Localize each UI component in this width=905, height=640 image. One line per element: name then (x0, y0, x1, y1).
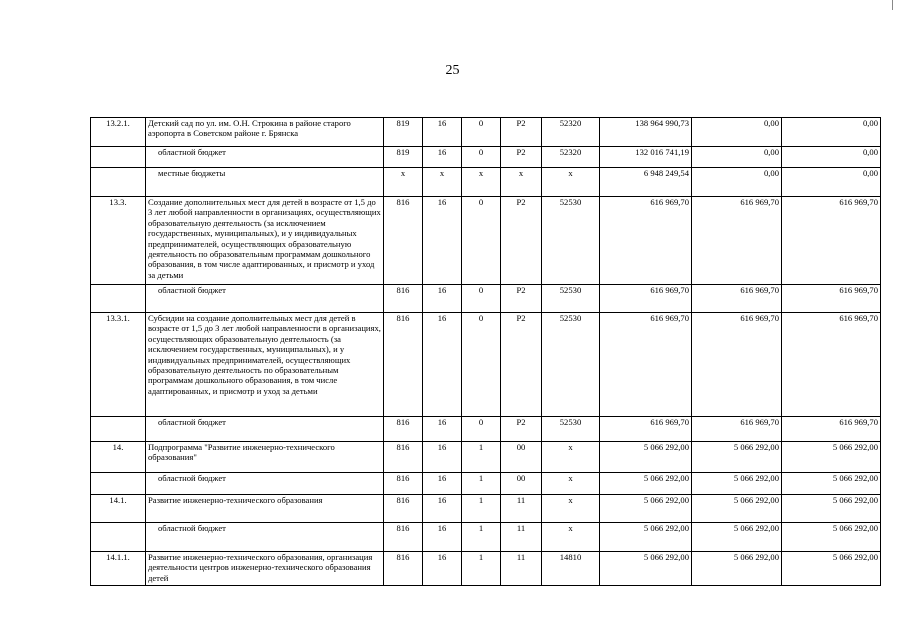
row-amount-3: 5 066 292,00 (782, 473, 881, 495)
row-program: 00 (501, 473, 542, 495)
row-amount-3: 616 969,70 (782, 313, 881, 417)
row-name: местные бюджеты (146, 168, 384, 197)
row-code (91, 417, 146, 442)
row-code: 13.3. (91, 197, 146, 285)
row-section: 16 (423, 473, 462, 495)
budget-table (90, 117, 881, 586)
row-amount-3: 5 066 292,00 (782, 442, 881, 473)
row-code (91, 473, 146, 495)
row-chapter: 816 (384, 313, 423, 417)
row-name: Создание дополнительных мест для детей в возрасте от 1,5 до 3 лет любой направленности в организациях, осуществляющих образовательную деятельность (за исключением государственных, муниципальных), и у индивидуальных предпринимателей, осуществляющих образовательную деятельность по образовательным программам дошкольного образования, в том числе адаптированных, и присмотр и уход за детьми (146, 197, 384, 285)
row-name: областной бюджет (146, 473, 384, 495)
row-code: 14.1. (91, 495, 146, 523)
row-chapter: x (384, 168, 423, 197)
row-amount-3: 5 066 292,00 (782, 523, 881, 552)
row-chapter: 816 (384, 523, 423, 552)
row-amount-1: 5 066 292,00 (600, 473, 692, 495)
row-subsection: 1 (462, 552, 501, 586)
row-subsection: 0 (462, 147, 501, 168)
table-row (91, 442, 881, 473)
row-direction: x (542, 495, 600, 523)
row-name: Детский сад по ул. им. О.Н. Строкина в районе старого аэропорта в Советском районе г. Брянска (146, 118, 384, 147)
row-code (91, 168, 146, 197)
row-section: 16 (423, 495, 462, 523)
row-program: P2 (501, 417, 542, 442)
page-number: 25 (445, 63, 460, 78)
row-subsection: 0 (462, 313, 501, 417)
table-row (91, 552, 881, 586)
row-name: Развитие инженерно-технического образования, организация деятельности центров инженерно-технического образования детей (146, 552, 384, 586)
row-amount-2: 5 066 292,00 (692, 523, 782, 552)
row-chapter: 816 (384, 417, 423, 442)
row-subsection: x (462, 168, 501, 197)
row-amount-3: 5 066 292,00 (782, 495, 881, 523)
row-amount-2: 616 969,70 (692, 417, 782, 442)
row-amount-2: 616 969,70 (692, 313, 782, 417)
row-amount-2: 0,00 (692, 147, 782, 168)
table-body (91, 118, 881, 586)
row-section: 16 (423, 442, 462, 473)
row-amount-2: 5 066 292,00 (692, 473, 782, 495)
table-row (91, 147, 881, 168)
row-direction: 52530 (542, 285, 600, 313)
row-program: 11 (501, 552, 542, 586)
scan-edge-mark (892, 0, 893, 10)
row-amount-1: 132 016 741,19 (600, 147, 692, 168)
row-name: Подпрограмма "Развитие инженерно-технического образования" (146, 442, 384, 473)
row-direction: 14810 (542, 552, 600, 586)
row-section: 16 (423, 197, 462, 285)
table-row (91, 313, 881, 417)
row-amount-3: 0,00 (782, 118, 881, 147)
row-direction: x (542, 442, 600, 473)
row-name: Развитие инженерно-технического образования (146, 495, 384, 523)
row-code: 14. (91, 442, 146, 473)
row-direction: 52530 (542, 417, 600, 442)
table-row (91, 523, 881, 552)
row-code: 13.3.1. (91, 313, 146, 417)
row-program: P2 (501, 285, 542, 313)
row-chapter: 819 (384, 147, 423, 168)
table-row (91, 197, 881, 285)
row-amount-2: 616 969,70 (692, 197, 782, 285)
row-subsection: 1 (462, 473, 501, 495)
row-name: Субсидии на создание дополнительных мест для детей в возрасте от 1,5 до 3 лет любой направленности в организациях, осуществляющих образовательную деятельность (за исключением государственных, муниципальных), и у индивидуальных предпринимателей, осуществляющих образовательную деятельность по образовательным программам дошкольного образования, в том числе адаптированных, и присмотр и уход за детьми (146, 313, 384, 417)
row-amount-1: 5 066 292,00 (600, 495, 692, 523)
row-subsection: 0 (462, 197, 501, 285)
row-amount-3: 616 969,70 (782, 285, 881, 313)
row-direction: x (542, 473, 600, 495)
row-program: 11 (501, 523, 542, 552)
row-amount-3: 5 066 292,00 (782, 552, 881, 586)
row-section: 16 (423, 147, 462, 168)
row-program: 00 (501, 442, 542, 473)
row-program: P2 (501, 118, 542, 147)
table-row (91, 417, 881, 442)
row-direction: 52320 (542, 147, 600, 168)
row-amount-3: 0,00 (782, 168, 881, 197)
row-program: P2 (501, 197, 542, 285)
row-section: 16 (423, 285, 462, 313)
row-amount-1: 616 969,70 (600, 197, 692, 285)
row-amount-1: 5 066 292,00 (600, 523, 692, 552)
row-chapter: 816 (384, 552, 423, 586)
row-section: 16 (423, 417, 462, 442)
row-amount-3: 0,00 (782, 147, 881, 168)
row-amount-1: 138 964 990,73 (600, 118, 692, 147)
row-subsection: 1 (462, 442, 501, 473)
row-amount-1: 616 969,70 (600, 313, 692, 417)
row-section: 16 (423, 313, 462, 417)
row-chapter: 816 (384, 495, 423, 523)
row-direction: 52530 (542, 313, 600, 417)
row-program: x (501, 168, 542, 197)
row-direction: 52530 (542, 197, 600, 285)
row-amount-2: 0,00 (692, 168, 782, 197)
row-amount-3: 616 969,70 (782, 197, 881, 285)
row-name: областной бюджет (146, 523, 384, 552)
row-amount-1: 616 969,70 (600, 285, 692, 313)
row-name: областной бюджет (146, 147, 384, 168)
row-amount-1: 6 948 249,54 (600, 168, 692, 197)
row-program: P2 (501, 313, 542, 417)
row-program: 11 (501, 495, 542, 523)
row-amount-1: 616 969,70 (600, 417, 692, 442)
row-amount-1: 5 066 292,00 (600, 552, 692, 586)
row-chapter: 816 (384, 473, 423, 495)
row-section: 16 (423, 118, 462, 147)
table-row (91, 473, 881, 495)
row-name: областной бюджет (146, 285, 384, 313)
row-code (91, 285, 146, 313)
row-subsection: 1 (462, 523, 501, 552)
row-direction: x (542, 523, 600, 552)
row-amount-2: 5 066 292,00 (692, 552, 782, 586)
row-subsection: 1 (462, 495, 501, 523)
row-program: P2 (501, 147, 542, 168)
row-amount-2: 5 066 292,00 (692, 442, 782, 473)
row-subsection: 0 (462, 285, 501, 313)
row-amount-2: 616 969,70 (692, 285, 782, 313)
row-direction: x (542, 168, 600, 197)
row-code: 13.2.1. (91, 118, 146, 147)
row-subsection: 0 (462, 417, 501, 442)
row-direction: 52320 (542, 118, 600, 147)
row-code: 14.1.1. (91, 552, 146, 586)
row-amount-1: 5 066 292,00 (600, 442, 692, 473)
row-amount-3: 616 969,70 (782, 417, 881, 442)
row-amount-2: 0,00 (692, 118, 782, 147)
row-amount-2: 5 066 292,00 (692, 495, 782, 523)
table-row (91, 285, 881, 313)
table-row (91, 495, 881, 523)
row-chapter: 816 (384, 285, 423, 313)
table-row (91, 118, 881, 147)
row-subsection: 0 (462, 118, 501, 147)
row-section: x (423, 168, 462, 197)
row-section: 16 (423, 523, 462, 552)
table-row (91, 168, 881, 197)
row-chapter: 816 (384, 442, 423, 473)
row-name: областной бюджет (146, 417, 384, 442)
row-section: 16 (423, 552, 462, 586)
row-chapter: 816 (384, 197, 423, 285)
row-chapter: 819 (384, 118, 423, 147)
row-code (91, 523, 146, 552)
row-code (91, 147, 146, 168)
